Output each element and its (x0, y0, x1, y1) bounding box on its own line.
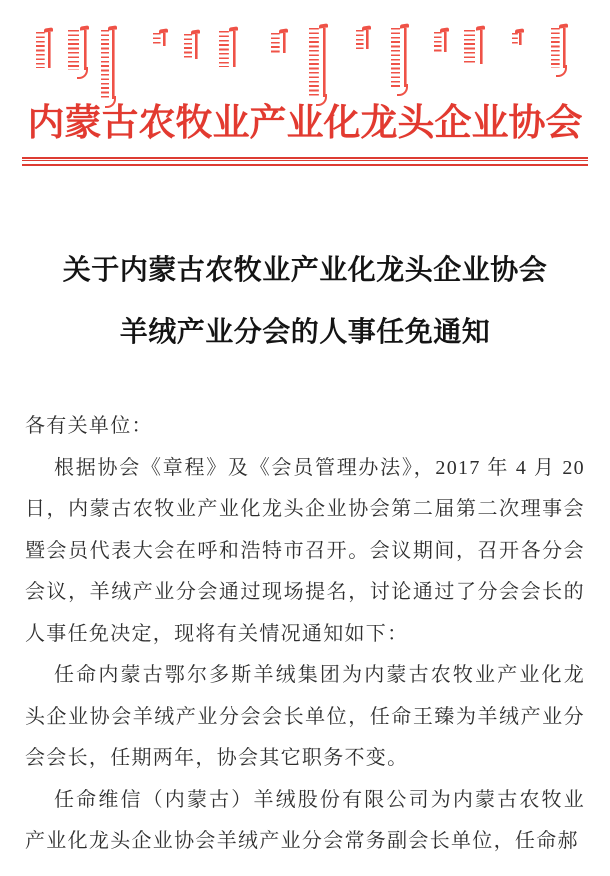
mongolian-word (464, 30, 483, 64)
paragraph-1: 根据协会《章程》及《会员管理办法》，2017 年 4 月 20 日，内蒙古农牧业产业化龙头企业协会第二届第二次理事会暨会员代表大会在呼和浩特市召开。会议期间，召开各分会会议，羊绒产业分会通过现场提名，讨论通过了分会会长的人事任免决定，现将有关情况通知如下： (25, 456, 585, 645)
mongolian-word (271, 33, 286, 53)
mongolian-word (356, 30, 369, 49)
mongolian-word (512, 33, 522, 45)
mongolian-word (551, 28, 566, 68)
salutation: 各有关单位： (25, 415, 153, 437)
mongolian-word (36, 32, 51, 68)
mongolian-word (184, 34, 198, 59)
mongolian-script-row (0, 0, 610, 108)
doc-title-line2: 羊绒产业分会的人事任免通知 (119, 317, 491, 348)
doc-title-line1: 关于内蒙古农牧业产业化龙头企业协会 (62, 255, 548, 286)
letterhead-divider (22, 157, 588, 166)
org-name: 内蒙古农牧业产业化龙头企业协会 (27, 103, 583, 144)
paragraph-3: 任命维信（内蒙古）羊绒股份有限公司为内蒙古农牧业产业化龙头企业协会羊绒产业分会常务副会长单位，任命郝 (25, 788, 585, 852)
mongolian-word (391, 28, 407, 87)
mongolian-word (153, 33, 166, 46)
mongolian-word (219, 31, 236, 67)
divider-line-bottom (22, 164, 588, 165)
paragraph-2: 任命内蒙古鄂尔多斯羊绒集团为内蒙古农牧业产业化龙头企业协会羊绒产业分会会长单位，任命王臻为羊绒产业分会会长，任期两年，协会其它职务不变。 (25, 664, 585, 769)
mongolian-word (101, 30, 115, 99)
mongolian-word (68, 30, 87, 70)
mongolian-word (434, 32, 447, 52)
doc-title (0, 251, 610, 353)
doc-body (25, 406, 585, 863)
mongolian-word (309, 28, 326, 97)
